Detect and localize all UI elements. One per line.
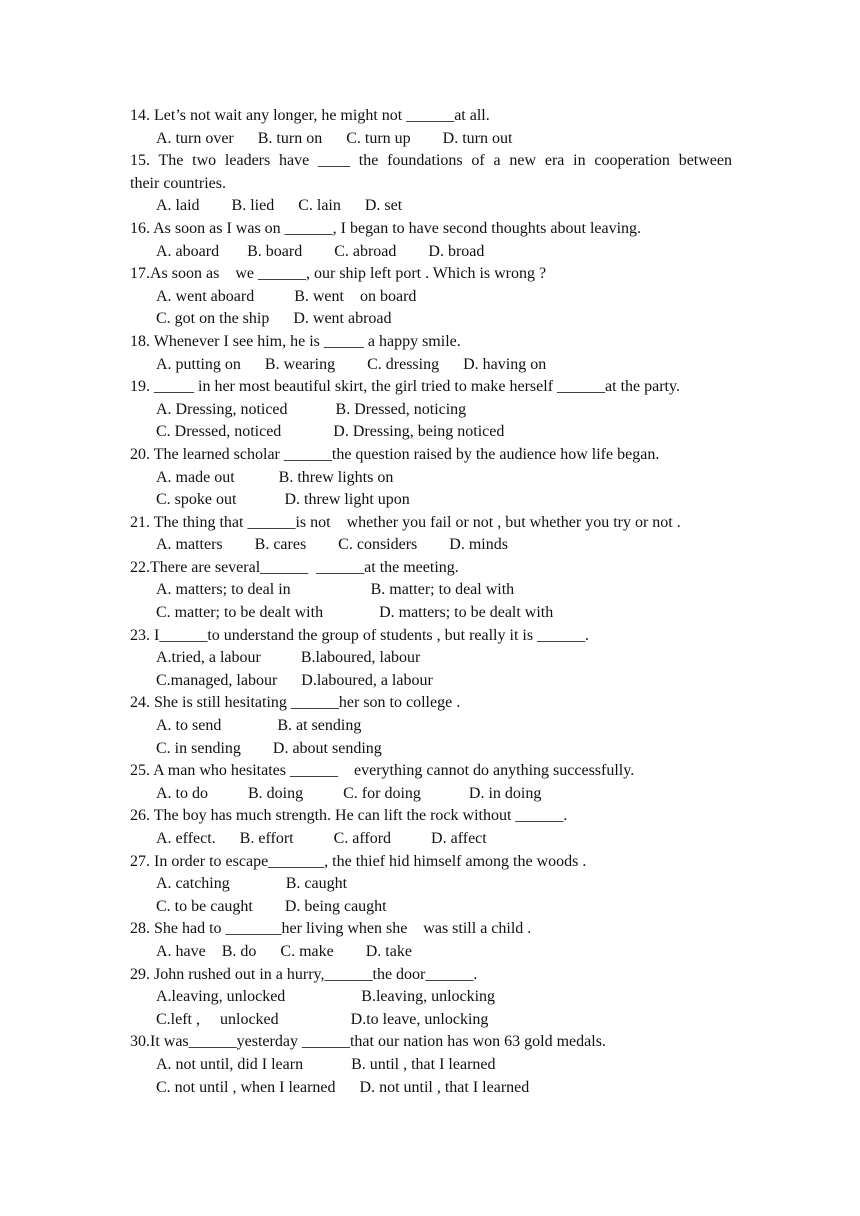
question-14: 14. Let’s not wait any longer, he might not ______at all.: [130, 107, 490, 124]
question-list: [130, 105, 732, 1099]
options-24-cd: C. in sending D. about sending: [156, 739, 382, 757]
options-20-cd: C. spoke out D. threw light upon: [156, 491, 410, 509]
options-16: A. aboard B. board C. abroad D. broad: [156, 242, 485, 260]
options-30-cd: C. not until , when I learned D. not until , that I learned: [156, 1078, 530, 1096]
options-24-ab: A. to send B. at sending: [156, 717, 362, 735]
question-15-continued: their countries.: [130, 174, 226, 192]
options-27-ab: A. catching B. caught: [156, 875, 348, 893]
options-15: A. laid B. lied C. lain D. set: [156, 197, 403, 215]
options-21: A. matters B. cares C. considers D. minds: [156, 536, 508, 554]
question-28: 28. She had to _______her living when she was still a child .: [130, 920, 532, 938]
question-20: 20. The learned scholar ______the question raised by the audience how life began.: [130, 445, 660, 463]
question-27: 27. In order to escape_______, the thief hid himself among the woods .: [130, 852, 587, 870]
question-29: 29. John rushed out in a hurry,______the door______.: [130, 965, 478, 983]
question-16: 16. As soon as I was on ______, I began to have second thoughts about leaving.: [130, 219, 642, 237]
options-20-ab: A. made out B. threw lights on: [156, 468, 394, 486]
options-17-ab: A. went aboard B. went on board: [156, 287, 417, 305]
question-18: 18. Whenever I see him, he is _____ a happy smile.: [130, 332, 461, 350]
options-22-cd: C. matter; to be dealt with D. matters; to be dealt with: [156, 604, 554, 622]
question-17: 17.As soon as we ______, our ship left port . Which is wrong ?: [130, 265, 547, 283]
options-23-cd: C.managed, labour D.laboured, a labour: [156, 671, 433, 689]
options-19-ab: A. Dressing, noticed B. Dressed, noticing: [156, 400, 467, 418]
question-23: 23. I______to understand the group of students , but really it is ______.: [130, 626, 590, 644]
options-25: A. to do B. doing C. for doing D. in doing: [156, 784, 542, 802]
question-21: 21. The thing that ______is not whether you fail or not , but whether you try or not .: [130, 513, 681, 531]
question-22: 22.There are several______ ______at the meeting.: [130, 558, 459, 576]
options-19-cd: C. Dressed, noticed D. Dressing, being noticed: [156, 423, 505, 441]
question-26: 26. The boy has much strength. He can lift the rock without ______.: [130, 807, 568, 825]
options-23-ab: A.tried, a labour B.laboured, labour: [156, 649, 421, 667]
options-18: A. putting on B. wearing C. dressing D. having on: [156, 355, 547, 373]
options-28: A. have B. do C. make D. take: [156, 942, 412, 960]
options-17-cd: C. got on the ship D. went abroad: [156, 310, 392, 328]
question-24: 24. She is still hesitating ______her son to college .: [130, 694, 461, 712]
options-27-cd: C. to be caught D. being caught: [156, 897, 387, 915]
options-29-cd: C.left , unlocked D.to leave, unlocking: [156, 1010, 489, 1028]
question-30: 30.It was______yesterday ______that our nation has won 63 gold medals.: [130, 1033, 606, 1051]
options-22-ab: A. matters; to deal in B. matter; to deal with: [156, 581, 515, 599]
options-14: A. turn over B. turn on C. turn up D. turn out: [156, 129, 513, 147]
question-19: 19. _____ in her most beautiful skirt, the girl tried to make herself ______at the party.: [130, 378, 680, 396]
question-25: 25. A man who hesitates ______ everything cannot do anything successfully.: [130, 762, 635, 780]
options-26: A. effect. B. effort C. afford D. affect: [156, 830, 487, 847]
question-15: 15. The two leaders have ____ the foundations of a new era in cooperation between: [130, 152, 732, 170]
options-30-ab: A. not until, did I learn B. until , that I learned: [156, 1055, 496, 1073]
options-29-ab: A.leaving, unlocked B.leaving, unlocking: [156, 988, 496, 1006]
